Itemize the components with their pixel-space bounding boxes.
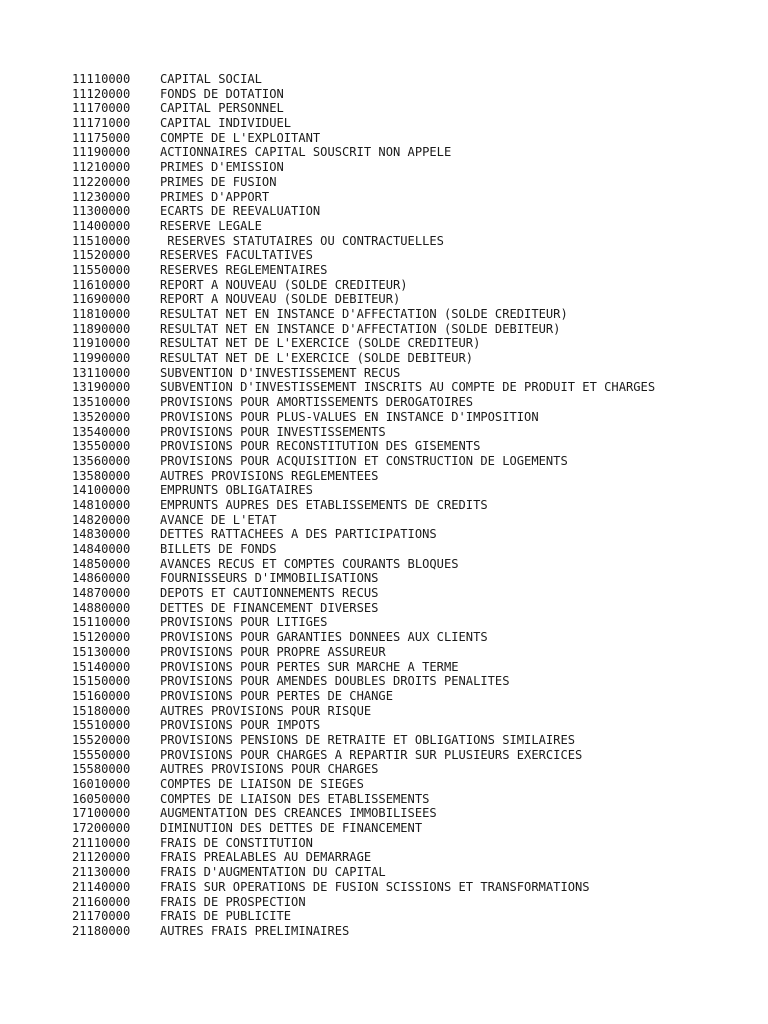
- account-row: [72, 160, 752, 175]
- account-code: 14860000: [72, 571, 131, 586]
- account-code: 11910000: [72, 336, 131, 351]
- account-label: PROVISIONS POUR PLUS-VALUES EN INSTANCE D'IMPOSITION: [160, 409, 539, 424]
- account-code: 16050000: [72, 791, 131, 806]
- account-row: [72, 792, 752, 807]
- account-code: 21140000: [72, 879, 131, 894]
- account-label: COMPTES DE LIAISON DE SIEGES: [160, 777, 364, 791]
- account-row: [72, 924, 752, 939]
- account-row: [72, 674, 752, 689]
- account-row: [72, 439, 752, 454]
- account-label: AVANCE DE L'ETAT: [160, 512, 277, 527]
- account-row: [72, 366, 752, 381]
- account-row: [72, 645, 752, 660]
- account-code: 13110000: [72, 365, 131, 380]
- account-code: 21110000: [72, 835, 131, 850]
- account-code: 13560000: [72, 453, 131, 468]
- account-row: [72, 895, 752, 910]
- account-label: PRIMES D'EMISSION: [160, 160, 284, 175]
- account-label: DIMINUTION DES DETTES DE FINANCEMENT: [160, 821, 423, 836]
- account-code: 14840000: [72, 542, 131, 556]
- account-code: 15160000: [72, 688, 131, 703]
- account-code: 21120000: [72, 850, 131, 865]
- account-row: [72, 145, 752, 160]
- account-code: 13580000: [72, 468, 131, 483]
- account-code: 21160000: [72, 894, 131, 909]
- account-code: 11810000: [72, 307, 131, 321]
- account-code: 17100000: [72, 806, 131, 821]
- account-label: RESULTAT NET DE L'EXERCICE (SOLDE DEBITEUR): [160, 351, 474, 366]
- account-row: [72, 234, 752, 249]
- account-label: FRAIS D'AUGMENTATION DU CAPITAL: [160, 865, 386, 880]
- account-label: RESERVES FACULTATIVES: [160, 248, 313, 263]
- account-label: RESULTAT NET EN INSTANCE D'AFFECTATION (SOLDE DEBITEUR): [160, 321, 561, 336]
- account-row: [72, 527, 752, 542]
- account-code: 15130000: [72, 644, 131, 659]
- account-label: AUGMENTATION DES CREANCES IMMOBILISEES: [160, 806, 437, 821]
- account-label: DETTES DE FINANCEMENT DIVERSES: [160, 600, 379, 615]
- account-code: 11171000: [72, 116, 131, 131]
- account-row: [72, 292, 752, 307]
- account-label: AUTRES PROVISIONS POUR RISQUE: [160, 703, 372, 718]
- account-row: [72, 101, 752, 116]
- account-code: 14850000: [72, 556, 131, 571]
- account-row: [72, 322, 752, 337]
- account-code: 11230000: [72, 189, 131, 204]
- account-code: 11300000: [72, 204, 131, 219]
- account-list: [72, 72, 752, 939]
- account-label: AVANCES RECUS ET COMPTES COURANTS BLOQUES: [160, 556, 459, 571]
- account-row: [72, 513, 752, 528]
- account-label: REPORT A NOUVEAU (SOLDE CREDITEUR): [160, 277, 408, 292]
- account-label: RESERVES REGLEMENTAIRES: [160, 262, 328, 277]
- account-row: [72, 836, 752, 851]
- account-row: [72, 116, 752, 131]
- account-label: FRAIS DE PROSPECTION: [160, 894, 306, 909]
- account-row: [72, 483, 752, 498]
- account-row: [72, 425, 752, 440]
- account-code: 13520000: [72, 409, 131, 424]
- account-code: 11210000: [72, 160, 131, 175]
- account-label: CAPITAL PERSONNEL: [160, 101, 284, 116]
- account-code: 11990000: [72, 351, 131, 366]
- account-row: [72, 469, 752, 484]
- account-code: 15140000: [72, 659, 131, 674]
- account-code: 13190000: [72, 380, 131, 395]
- account-row: [72, 748, 752, 763]
- account-label: EMPRUNTS AUPRES DES ETABLISSEMENTS DE CREDITS: [160, 497, 488, 512]
- account-label: PROVISIONS POUR LITIGES: [160, 615, 328, 630]
- account-code: 15180000: [72, 703, 131, 718]
- account-code: 11690000: [72, 292, 131, 307]
- account-row: [72, 733, 752, 748]
- account-row: [72, 336, 752, 351]
- account-label: DETTES RATTACHEES A DES PARTICIPATIONS: [160, 527, 437, 542]
- account-code: 14810000: [72, 497, 131, 512]
- account-code: 11610000: [72, 277, 131, 292]
- account-row: [72, 190, 752, 205]
- account-code: 14830000: [72, 527, 131, 542]
- account-code: 11400000: [72, 218, 131, 233]
- account-row: [72, 351, 752, 366]
- account-code: 13540000: [72, 424, 131, 439]
- account-row: [72, 87, 752, 102]
- account-label: FRAIS SUR OPERATIONS DE FUSION SCISSIONS ET TRANSFORMATIONS: [160, 879, 590, 894]
- account-row: [72, 278, 752, 293]
- account-row: [72, 263, 752, 278]
- account-label: COMPTE DE L'EXPLOITANT: [160, 130, 321, 145]
- account-row: [72, 689, 752, 704]
- account-row: [72, 204, 752, 219]
- account-label: PROVISIONS POUR GARANTIES DONNEES AUX CLIENTS: [160, 630, 488, 645]
- account-label: RESERVE LEGALE: [160, 218, 262, 233]
- account-label: RESULTAT NET EN INSTANCE D'AFFECTATION (SOLDE CREDITEUR): [160, 307, 568, 321]
- account-code: 15510000: [72, 718, 131, 733]
- account-row: [72, 454, 752, 469]
- account-row: [72, 806, 752, 821]
- account-row: [72, 395, 752, 410]
- account-label: PROVISIONS POUR ACQUISITION ET CONSTRUCTION DE LOGEMENTS: [160, 453, 568, 468]
- account-label: COMPTES DE LIAISON DES ETABLISSEMENTS: [160, 791, 430, 806]
- account-row: [72, 219, 752, 234]
- account-code: 13510000: [72, 395, 131, 410]
- account-row: [72, 601, 752, 616]
- account-label: PROVISIONS PENSIONS DE RETRAITE ET OBLIGATIONS SIMILAIRES: [160, 732, 576, 747]
- account-code: 11890000: [72, 321, 131, 336]
- account-label: FONDS DE DOTATION: [160, 86, 284, 101]
- account-label: FRAIS DE PUBLICITE: [160, 909, 292, 924]
- account-row: [72, 586, 752, 601]
- account-row: [72, 615, 752, 630]
- account-label: AUTRES FRAIS PRELIMINAIRES: [160, 923, 350, 938]
- account-code: 11175000: [72, 130, 131, 145]
- account-row: [72, 865, 752, 880]
- account-label: PROVISIONS POUR AMORTISSEMENTS DEROGATOIRES: [160, 395, 474, 410]
- account-code: 11120000: [72, 86, 131, 101]
- account-code: 21170000: [72, 909, 131, 924]
- account-row: [72, 630, 752, 645]
- account-label: PROVISIONS POUR PERTES DE CHANGE: [160, 688, 393, 703]
- account-row: [72, 380, 752, 395]
- account-code: 11110000: [72, 72, 131, 86]
- account-label: PROVISIONS POUR RECONSTITUTION DES GISEMENTS: [160, 439, 481, 454]
- account-code: 15120000: [72, 630, 131, 645]
- account-row: [72, 850, 752, 865]
- account-label: SUBVENTION D'INVESTISSEMENT RECUS: [160, 365, 401, 380]
- account-label: SUBVENTION D'INVESTISSEMENT INSCRITS AU COMPTE DE PRODUIT ET CHARGES: [160, 380, 656, 395]
- account-label: ACTIONNAIRES CAPITAL SOUSCRIT NON APPELE: [160, 145, 452, 160]
- account-row: [72, 821, 752, 836]
- account-code: 13550000: [72, 439, 131, 454]
- account-label: PROVISIONS POUR INVESTISSEMENTS: [160, 424, 386, 439]
- account-row: [72, 248, 752, 263]
- account-row: [72, 571, 752, 586]
- account-code: 11220000: [72, 174, 131, 189]
- account-row: [72, 175, 752, 190]
- account-code: 15580000: [72, 762, 131, 777]
- account-label: CAPITAL INDIVIDUEL: [160, 116, 292, 131]
- account-label: ECARTS DE REEVALUATION: [160, 204, 321, 219]
- account-label: REPORT A NOUVEAU (SOLDE DEBITEUR): [160, 292, 401, 307]
- account-row: [72, 660, 752, 675]
- account-code: 15550000: [72, 747, 131, 762]
- account-row: [72, 410, 752, 425]
- account-label: PROVISIONS POUR PROPRE ASSUREUR: [160, 644, 386, 659]
- account-code: 11190000: [72, 145, 131, 160]
- account-code: 15110000: [72, 615, 131, 630]
- account-label: PROVISIONS POUR PERTES SUR MARCHE A TERME: [160, 659, 459, 674]
- account-label: FRAIS PREALABLES AU DEMARRAGE: [160, 850, 372, 865]
- account-row: [72, 880, 752, 895]
- account-row: [72, 762, 752, 777]
- account-label: RESULTAT NET DE L'EXERCICE (SOLDE CREDITEUR): [160, 336, 481, 351]
- account-code: 15520000: [72, 732, 131, 747]
- account-code: 14820000: [72, 512, 131, 527]
- account-row: [72, 498, 752, 513]
- account-row: [72, 909, 752, 924]
- account-label: EMPRUNTS OBLIGATAIRES: [160, 483, 313, 498]
- account-label: PRIMES D'APPORT: [160, 189, 270, 204]
- account-label: FOURNISSEURS D'IMMOBILISATIONS: [160, 571, 379, 586]
- account-row: [72, 557, 752, 572]
- account-code: 11170000: [72, 101, 131, 116]
- account-row: [72, 72, 752, 87]
- account-code: 15150000: [72, 674, 131, 689]
- account-label: FRAIS DE CONSTITUTION: [160, 835, 313, 850]
- account-row: [72, 777, 752, 792]
- account-row: [72, 704, 752, 719]
- account-code: 16010000: [72, 777, 131, 791]
- account-row: [72, 131, 752, 146]
- account-code: 21130000: [72, 865, 131, 880]
- account-row: [72, 307, 752, 322]
- account-label: PROVISIONS POUR IMPOTS: [160, 718, 321, 733]
- account-code: 11510000: [72, 233, 131, 248]
- account-label: PROVISIONS POUR AMENDES DOUBLES DROITS PENALITES: [160, 674, 510, 689]
- account-label: AUTRES PROVISIONS REGLEMENTEES: [160, 468, 379, 483]
- account-label: RESERVES STATUTAIRES OU CONTRACTUELLES: [160, 233, 444, 248]
- account-code: 11550000: [72, 262, 131, 277]
- account-code: 14100000: [72, 483, 131, 498]
- account-code: 14870000: [72, 586, 131, 601]
- account-row: [72, 542, 752, 557]
- account-label: PRIMES DE FUSION: [160, 174, 277, 189]
- account-code: 17200000: [72, 821, 131, 836]
- account-code: 14880000: [72, 600, 131, 615]
- account-label: CAPITAL SOCIAL: [160, 72, 262, 86]
- account-label: AUTRES PROVISIONS POUR CHARGES: [160, 762, 379, 777]
- account-row: [72, 718, 752, 733]
- account-label: PROVISIONS POUR CHARGES A REPARTIR SUR PLUSIEURS EXERCICES: [160, 747, 583, 762]
- account-label: BILLETS DE FONDS: [160, 542, 277, 556]
- account-label: DEPOTS ET CAUTIONNEMENTS RECUS: [160, 586, 379, 601]
- account-code: 21180000: [72, 923, 131, 938]
- account-code: 11520000: [72, 248, 131, 263]
